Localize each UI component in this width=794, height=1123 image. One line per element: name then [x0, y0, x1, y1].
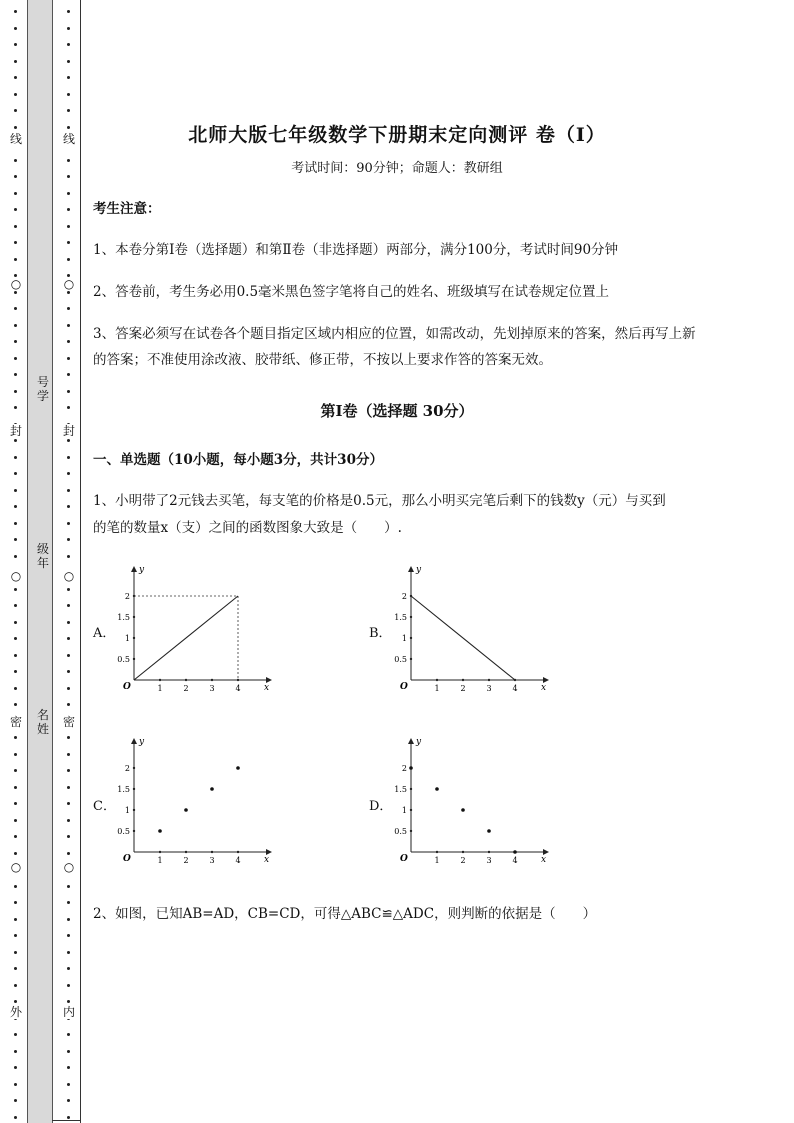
margin-dot	[67, 456, 70, 459]
y-tick-mark	[410, 788, 412, 790]
margin-dot	[14, 621, 17, 624]
margin-dot	[14, 390, 17, 393]
margin-dot	[14, 901, 17, 904]
margin-dot	[14, 967, 17, 970]
x-tick-label: 2	[460, 856, 466, 865]
data-point	[210, 787, 214, 791]
margin-dot	[14, 373, 17, 376]
inner-mark-feng: 封	[62, 424, 75, 438]
x-axis-label: x	[264, 855, 270, 865]
margin-dot	[67, 885, 70, 888]
y-tick-mark	[410, 616, 412, 618]
paper-subtitle: 考试时间：90分钟；命题人：教研组	[291, 161, 503, 176]
inner-mark-nei: 内	[62, 1005, 75, 1019]
margin-dot	[67, 1099, 70, 1102]
y-tick-label: 0.5	[394, 655, 407, 664]
data-point	[513, 850, 517, 854]
y-tick-label: 0.5	[117, 827, 130, 836]
margin-dot	[14, 835, 17, 838]
margin-dot	[14, 1066, 17, 1069]
margin-dot	[67, 27, 70, 30]
margin-dot	[14, 1083, 17, 1086]
margin-dot	[14, 340, 17, 343]
chart-option-d	[393, 732, 553, 870]
margin-dot	[67, 43, 70, 46]
margin-dot	[14, 934, 17, 937]
margin-dot	[67, 192, 70, 195]
x-tick-mark	[462, 679, 464, 681]
margin-dot	[14, 456, 17, 459]
data-point	[158, 829, 162, 833]
y-axis-arrow	[131, 738, 137, 744]
margin-dot	[67, 588, 70, 591]
x-tick-mark	[436, 851, 438, 853]
margin-dot	[14, 687, 17, 690]
y-tick-mark	[410, 809, 412, 811]
y-tick-label: 1	[124, 634, 130, 643]
margin-dot	[14, 93, 17, 96]
outer-mark-circle-3: ○	[10, 860, 22, 874]
margin-dot	[14, 43, 17, 46]
margin-dot	[67, 670, 70, 673]
margin-dot	[14, 225, 17, 228]
margin-dot	[67, 225, 70, 228]
margin-dot	[67, 324, 70, 327]
grade-label: 级年	[36, 542, 49, 570]
notice-heading: 考生注意：	[93, 201, 161, 217]
margin-dot	[67, 241, 70, 244]
x-tick-mark	[159, 851, 161, 853]
margin-dot	[14, 802, 17, 805]
margin-dot	[14, 819, 17, 822]
margin-dot	[67, 753, 70, 756]
margin-dot	[67, 1000, 70, 1003]
data-point	[487, 829, 491, 833]
y-tick-mark	[133, 809, 135, 811]
origin-label: O	[400, 854, 408, 864]
margin-dot	[14, 555, 17, 558]
margin-dot	[67, 687, 70, 690]
margin-dot	[67, 1033, 70, 1036]
graph-segment	[134, 596, 238, 680]
margin-dot	[67, 489, 70, 492]
chart-option-a	[116, 560, 276, 698]
margin-dot	[67, 934, 70, 937]
question-1-line-1: 1、小明带了2元钱去买笔，每支笔的价格是0.5元，那么小明买完笔后剩下的钱数y（元）与买到	[93, 493, 666, 509]
margin-dot	[14, 885, 17, 888]
outer-mark-circle-2: ○	[10, 569, 22, 583]
y-axis-arrow	[131, 566, 137, 572]
y-tick-mark	[133, 767, 135, 769]
y-tick-mark	[133, 616, 135, 618]
inner-mark-mi: 密	[62, 715, 75, 729]
x-tick-mark	[237, 851, 239, 853]
margin-dot	[14, 489, 17, 492]
y-axis-label: y	[416, 737, 422, 747]
chart-option-c	[116, 732, 276, 870]
x-tick-label: 3	[486, 856, 492, 865]
x-tick-label: 3	[209, 856, 215, 865]
chart-option-b	[393, 560, 553, 698]
margin-dot	[67, 654, 70, 657]
margin-dot	[67, 538, 70, 541]
margin-dot	[14, 241, 17, 244]
margin-dot	[14, 538, 17, 541]
notice-item-2: 2、答卷前，考生务必用0.5毫米黑色签字笔将自己的姓名、班级填写在试卷规定位置上	[93, 284, 610, 300]
y-tick-mark	[410, 637, 412, 639]
x-tick-mark	[462, 851, 464, 853]
question-2: 2、如图，已知AB=AD，CB=CD，可得△ABC≌△ADC，则判断的依据是（ ）	[93, 906, 597, 922]
x-tick-mark	[159, 679, 161, 681]
x-tick-mark	[185, 851, 187, 853]
option-a-label: A．	[93, 626, 116, 641]
margin-dot	[14, 109, 17, 112]
margin-dot	[14, 637, 17, 640]
x-axis-label: x	[541, 683, 547, 693]
section-title: 第Ⅰ卷（选择题 30分）	[320, 402, 474, 420]
margin-dot	[14, 522, 17, 525]
margin-dot	[14, 324, 17, 327]
option-b-label: B．	[369, 626, 392, 641]
y-axis-arrow	[408, 738, 414, 744]
margin-dot	[67, 307, 70, 310]
data-point	[184, 808, 188, 812]
x-tick-mark	[488, 679, 490, 681]
margin-dot	[14, 10, 17, 13]
margin-dot	[67, 93, 70, 96]
x-tick-label: 1	[434, 684, 440, 693]
margin-dot	[67, 439, 70, 442]
margin-dot	[14, 27, 17, 30]
x-tick-label: 1	[157, 856, 163, 865]
option-d-label: D．	[369, 799, 393, 814]
y-tick-mark	[133, 637, 135, 639]
x-tick-label: 4	[512, 684, 518, 693]
y-tick-mark	[133, 658, 135, 660]
question-1-line-2: 的笔的数量x（支）之间的函数图象大致是（ ）.	[93, 520, 402, 536]
outer-mark-mi: 密	[9, 715, 22, 729]
margin-dot	[67, 522, 70, 525]
margin-dot	[14, 736, 17, 739]
y-tick-mark	[410, 830, 412, 832]
margin-dot	[14, 1000, 17, 1003]
y-tick-mark	[133, 788, 135, 790]
x-axis-label: x	[264, 683, 270, 693]
y-tick-mark	[133, 830, 135, 832]
margin-dot	[67, 1050, 70, 1053]
y-tick-label: 1.5	[394, 785, 407, 794]
margin-dot	[67, 340, 70, 343]
paper-title: 北师大版七年级数学下册期末定向测评 卷（Ⅰ）	[188, 124, 606, 146]
x-tick-label: 3	[209, 684, 215, 693]
origin-label: O	[400, 682, 408, 692]
margin-dot	[14, 703, 17, 706]
margin-dot	[14, 852, 17, 855]
y-tick-label: 1	[124, 806, 130, 815]
notice-item-1: 1、本卷分第Ⅰ卷（选择题）和第Ⅱ卷（非选择题）两部分，满分100分，考试时间90分钟	[93, 242, 619, 258]
x-tick-mark	[211, 851, 213, 853]
margin-dot	[67, 357, 70, 360]
data-point	[409, 766, 413, 770]
y-tick-label: 2	[401, 592, 407, 601]
x-tick-mark	[436, 679, 438, 681]
y-tick-label: 1.5	[394, 613, 407, 622]
margin-dot	[14, 505, 17, 508]
y-axis-label: y	[416, 565, 422, 575]
option-c-label: C．	[93, 799, 116, 814]
x-tick-label: 2	[183, 856, 189, 865]
margin-dot	[14, 769, 17, 772]
margin-dot	[14, 208, 17, 211]
x-tick-label: 4	[235, 856, 241, 865]
y-tick-label: 1	[401, 806, 407, 815]
margin-dot	[14, 670, 17, 673]
data-point	[461, 808, 465, 812]
margin-dot	[14, 753, 17, 756]
margin-dot	[67, 555, 70, 558]
x-tick-label: 2	[460, 684, 466, 693]
outer-mark-xian: 线	[9, 132, 22, 146]
margin-dot	[14, 951, 17, 954]
margin-dot	[14, 588, 17, 591]
margin-dot	[67, 76, 70, 79]
margin-dot	[67, 736, 70, 739]
data-point	[435, 787, 439, 791]
x-tick-label: 1	[157, 684, 163, 693]
margin-dot	[67, 1116, 70, 1119]
margin-dot	[14, 654, 17, 657]
y-tick-label: 2	[401, 764, 407, 773]
outer-mark-feng: 封	[9, 424, 22, 438]
y-tick-label: 2	[124, 592, 130, 601]
y-axis-label: y	[139, 565, 145, 575]
y-axis-label: y	[139, 737, 145, 747]
x-tick-mark	[185, 679, 187, 681]
margin-dot	[67, 901, 70, 904]
y-tick-label: 0.5	[394, 827, 407, 836]
margin-dot	[67, 703, 70, 706]
margin-dot	[14, 984, 17, 987]
margin-dot	[14, 1033, 17, 1036]
y-tick-label: 1	[401, 634, 407, 643]
margin-dot	[67, 373, 70, 376]
y-tick-label: 1.5	[117, 613, 130, 622]
margin-dot	[14, 357, 17, 360]
margin-dot	[14, 1116, 17, 1119]
margin-dot	[67, 1083, 70, 1086]
y-tick-label: 1.5	[117, 785, 130, 794]
margin-dot	[14, 192, 17, 195]
outer-mark-circle-1: ○	[10, 277, 22, 291]
margin-dot	[67, 637, 70, 640]
inner-mark-circle-1: ○	[63, 277, 75, 291]
margin-dot	[14, 60, 17, 63]
outer-mark-wai: 外	[9, 1005, 22, 1019]
margin-dot	[14, 918, 17, 921]
margin-dot	[67, 1066, 70, 1069]
margin-dot	[14, 1099, 17, 1102]
origin-label: O	[123, 682, 131, 692]
margin-dot	[67, 472, 70, 475]
margin-dot	[14, 439, 17, 442]
margin-dot	[67, 835, 70, 838]
margin-dot	[14, 76, 17, 79]
x-tick-mark	[488, 851, 490, 853]
margin-dot	[67, 390, 70, 393]
origin-label: O	[123, 854, 131, 864]
margin-dot	[67, 505, 70, 508]
margin-dot	[67, 604, 70, 607]
margin-dot	[67, 918, 70, 921]
part-heading: 一、单选题（10小题，每小题3分，共计30分）	[93, 452, 383, 468]
margin-dot	[67, 10, 70, 13]
x-tick-label: 3	[486, 684, 492, 693]
student-number-label: 号学	[36, 375, 49, 403]
margin-dot	[67, 786, 70, 789]
margin-dot	[14, 604, 17, 607]
x-axis-label: x	[541, 855, 547, 865]
x-tick-label: 2	[183, 684, 189, 693]
x-tick-label: 1	[434, 856, 440, 865]
margin-dot	[67, 258, 70, 261]
y-tick-label: 0.5	[117, 655, 130, 664]
margin-dot	[14, 472, 17, 475]
margin-dot	[67, 802, 70, 805]
y-tick-label: 2	[124, 764, 130, 773]
x-tick-mark	[211, 679, 213, 681]
margin-dot	[67, 852, 70, 855]
data-point	[236, 766, 240, 770]
y-tick-mark	[410, 658, 412, 660]
margin-dot	[67, 208, 70, 211]
inner-mark-xian: 线	[62, 132, 75, 146]
margin-dot	[67, 621, 70, 624]
graph-segment	[411, 596, 515, 680]
x-tick-label: 4	[235, 684, 241, 693]
margin-dot	[67, 967, 70, 970]
x-tick-label: 4	[512, 856, 518, 865]
inner-mark-circle-2: ○	[63, 569, 75, 583]
margin-dot	[14, 786, 17, 789]
margin-dot	[14, 258, 17, 261]
margin-dot	[67, 984, 70, 987]
notice-item-3: 3、答案必须写在试卷各个题目指定区域内相应的位置，如需改动，先划掉原来的答案，然后再写上新	[93, 326, 696, 342]
margin-dot	[67, 60, 70, 63]
margin-dot	[14, 1050, 17, 1053]
notice-item-3-cont: 的答案；不准使用涂改液、胶带纸、修正带，不按以上要求作答的答案无效。	[93, 352, 552, 368]
margin-dot	[67, 769, 70, 772]
margin-dot	[67, 951, 70, 954]
margin-dot	[14, 307, 17, 310]
inner-mark-circle-3: ○	[63, 860, 75, 874]
y-axis-arrow	[408, 566, 414, 572]
margin-dot	[67, 819, 70, 822]
margin-dot	[67, 109, 70, 112]
name-label: 名姓	[36, 708, 49, 736]
